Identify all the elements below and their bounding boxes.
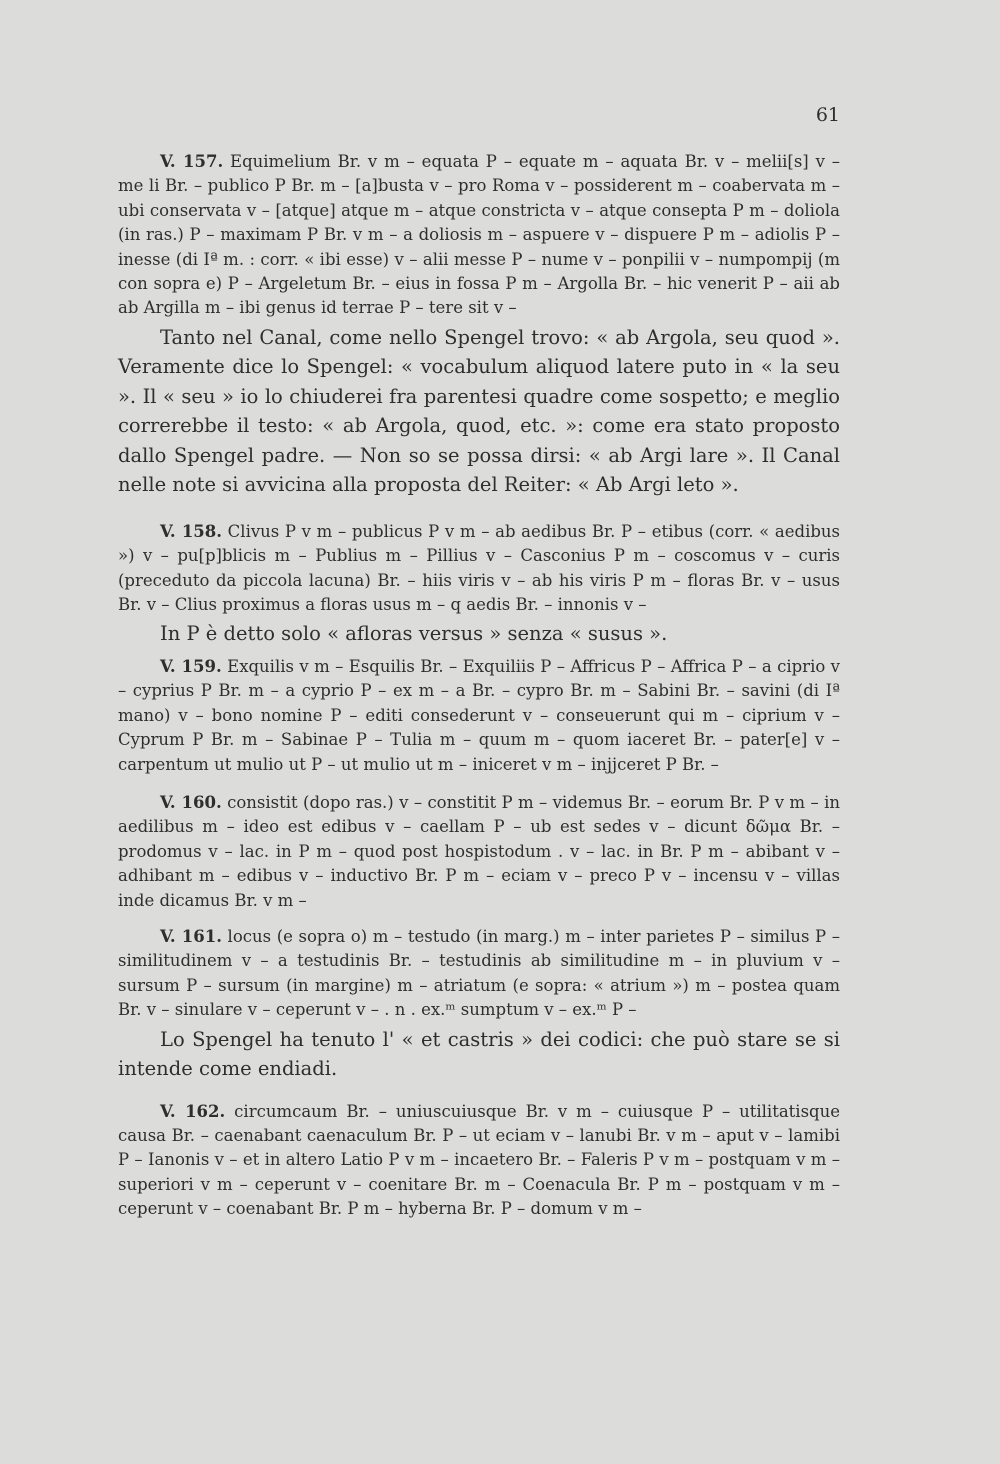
apparatus-text: Equimelium Br. v m – equata P – equate m – aquata Br. v – melii[s] v – me li Br. – publico P Br. m – [a]busta v – pro Roma v – possiderent m – coabervata m – ubi conservata v – [atque] atque m – atque constricta v – atque consepta P m – doliola (in ras.) P – maximam P Br. v m – a doliosis m – aspuere v – dispuere P m – adiolis P – inesse (di Iª m. : corr. « ibi esse) v – alii messe P – nume v – ponpilii v – numpompij (m con sopra e) P – Argeletum Br. – eius in fossa P m – Argolla Br. – hic venerit P – aii ab ab Argilla m – ibi genus id terrae P – tere sit v – (118, 152, 841, 318)
verse-number: V. 157. (160, 152, 224, 171)
apparatus-v160 (118, 791, 840, 913)
apparatus-text: circumcaum Br. – uniuscuiusque Br. v m – cuiusque P – utilitatisque causa Br. – caenabant caenaculum Br. P – ut eciam v – lanubi Br. v m – aput v – lamibi P – Ianonis v – et in altero Latio P v m – incaetero Br. – Faleris P v m – postquam v m – superiori v m – ceperunt v – coenitare Br. m – Coenacula Br. P m – postquam v m – ceperunt v – coenabant Br. P m – hyberna Br. P – domum v m – (118, 1101, 840, 1219)
apparatus-v158 (118, 520, 840, 618)
apparatus-paragraph (118, 791, 840, 913)
commentary-v161 (118, 1025, 840, 1084)
verse-number: V. 158. (160, 521, 223, 541)
apparatus-v159 (118, 655, 840, 777)
apparatus-paragraph (118, 150, 840, 321)
apparatus-text: Exquilis v m – Esquilis Br. – Exquiliis P – Affricus P – Affrica P – a ciprio v – cyprius P Br. m – a cyprio P – ex m – a Br. – cypro Br. m – Sabini Br. – savini (di Iª mano) v – bono nomine P – editi consederunt v – conseuerunt qui m – ciprium v – Cyprum P Br. m – Sabinae P – Tulia m – quum m – quom iaceret Br. – pater[e] v – carpentum ut mulio ut P – ut mulio ut m – iniceret v m – injjceret P Br. – (118, 656, 840, 774)
apparatus-paragraph (118, 655, 840, 777)
apparatus-text: Clivus P v m – publicus P v m – ab aedibus Br. P – etibus (corr. « aedibus ») v – pu[p]blicis m – Publius m – Pillius v – Casconius P m – coscomus v – curis (preceduto da piccola lacuna) Br. – hiis viris v – ab his viris P m – floras Br. v – usus Br. v – Clius proximus a floras usus m – q aedis Br. – innonis v – (118, 521, 840, 615)
commentary-v157 (118, 323, 840, 500)
verse-number: V. 161. (160, 927, 222, 947)
commentary-text: Lo Spengel ha tenuto l' « et castris » dei codici: che può stare se si intende come endiadi. (118, 1027, 840, 1081)
verse-number: V. 159. (160, 656, 222, 676)
verse-number: V. 160. (160, 793, 222, 812)
commentary-text: In P è detto solo « afloras versus » senza « susus ». (160, 622, 668, 646)
page-content (118, 150, 840, 1222)
commentary-v158 (118, 619, 840, 649)
page-number: 61 (815, 104, 840, 126)
commentary-text: Tanto nel Canal, come nello Spengel trovo: « ab Argola, seu quod ». Veramente dice lo Spengel: « vocabulum aliquod latere puto in « la seu ». Il « seu » io lo chiuderei fra parentesi quadre come sospetto; e meglio correrebbe il testo: « ab Argola, quod, etc. »: come era stato proposto dallo Spengel padre. — Non so se possa dirsi: « ab Argi lare ». Il Canal nelle note si avvicina alla proposta del Reiter: « Ab Argi leto ». (118, 325, 840, 497)
apparatus-paragraph (118, 925, 840, 1023)
apparatus-paragraph (118, 520, 840, 618)
apparatus-v157 (118, 150, 840, 321)
apparatus-v161 (118, 925, 840, 1023)
apparatus-text: consistit (dopo ras.) v – constitit P m – videmus Br. – eorum Br. P v m – in aedilibus m – ideo est edibus v – caellam P – ub est sedes v – dicunt δῶμα Br. – prodomus v – lac. in P m – quod post hospistodum . v – lac. in Br. P m – abibant v – adhibant m – edibus v – inductivo Br. P m – eciam v – preco P v – incensu v – villas inde dicamus Br. v m – (118, 793, 840, 910)
apparatus-paragraph (118, 1100, 840, 1222)
apparatus-text: locus (e sopra o) m – testudo (in marg.) m – inter parietes P – similus P – similitudinem v – a testudinis Br. – testudinis ab similitudine m – in pluvium v – sursum P – sursum (in margine) m – atriatum (e sopra: « atrium ») m – postea quam Br. v – sinulare v – ceperunt v – . n . ex.ᵐ sumptum v – ex.ᵐ P – (118, 927, 841, 1020)
verse-number: V. 162. (160, 1101, 226, 1121)
apparatus-v162 (118, 1100, 840, 1222)
